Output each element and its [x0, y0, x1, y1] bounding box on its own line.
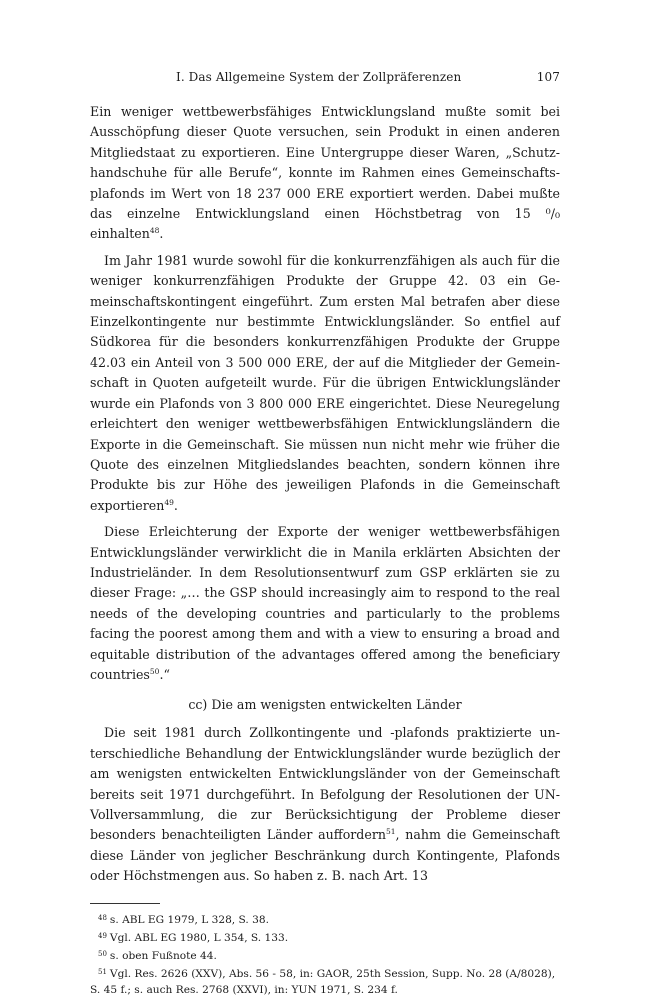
- paragraph-4-text: Die seit 1981 durch Zollkontingente und -plafonds praktizierte unterschiedliche Behandlung der Entwicklungsländer wurde bezüglich der am wenigsten entwickelten Entwicklungsländer von der Gemeinschaft bereits seit 1971 durchgeführt. In Befolgung der Resolutionen der UN-Vollversammlung, die zur Berücksichtigung der Probleme dieser besonders benachteiligten Länder auffordern: [90, 725, 560, 843]
- footnotes: [90, 910, 560, 998]
- book-page: [90, 70, 560, 998]
- footnote-ref-50: 50: [149, 666, 160, 676]
- paragraph-2-text: Im Jahr 1981 wurde sowohl für die konkurrenzfähigen als auch für die weniger konkurrenzfähigen Produkte der Gruppe 42. 03 ein Gemeinschaftskontingent eingeführt. Zum ersten Mal betrafen aber diese Einzelkontingente nur bestimmte Entwicklungsländer. So entfiel auf Südkorea für die besonders konkurrenzfähigen Produkte der Gruppe 42.03 ein Anteil von 3 500 000 ERE, der auf die Mitglieder der Gemeinschaft in Quoten aufgeteilt wurde. Für die übrigen Entwicklungsländer wurde ein Plafonds von 3 800 000 ERE eingerichtet. Diese Neuregelung erleichtert den weniger wettbewerbsfähigen Entwicklungsländern die Exporte in die Gemeinschaft. Sie müssen nun nicht mehr wie früher die Quote des einzelnen Mitgliedslandes beachten, sondern können ihre Produkte bis zur Höhe des jeweiligen Plafonds in die Gemeinschaft exportieren: [90, 252, 560, 513]
- paragraph-2-end: .: [173, 497, 178, 513]
- paragraph-3-end: .“: [159, 666, 170, 682]
- footnote-divider: [90, 903, 160, 904]
- footnote-ref-48: 48: [149, 226, 160, 236]
- paragraph-1: [90, 102, 560, 245]
- running-header-title: I. Das Allgemeine System der Zollpräferenzen: [176, 70, 462, 84]
- paragraph-4-end: , nahm die Gemeinschaft diese Länder von jeglicher Beschränkung durch Kontingente, Plafonds oder Höchstmengen aus. So haben z. B. nach Art. 13: [90, 827, 560, 884]
- footnote-text: s. ABL EG 1979, L 328, S. 38.: [109, 913, 270, 926]
- body-text: [90, 102, 560, 887]
- footnote-49: [90, 928, 560, 946]
- page-number: 107: [536, 70, 560, 84]
- paragraph-1-end: .: [159, 226, 164, 242]
- paragraph-4: [90, 723, 560, 886]
- section-subheading: cc) Die am wenigsten entwickelten Länder: [188, 697, 462, 713]
- paragraph-3: [90, 522, 560, 685]
- footnote-mark: 48: [98, 913, 107, 922]
- footnote-text: Vgl. ABL EG 1980, L 354, S. 133.: [109, 931, 289, 944]
- paragraph-3-text: Diese Erleichterung der Exporte der weniger wettbewerbsfähigen Entwicklungsländer verwirklicht die in Manila erklärten Absichten der Industrieländer. In dem Resolutionsentwurf zum GSP erklärten sie zu dieser Frage: „… the GSP should increasingly aim to respond to the real needs of the developing countries and particularly to the problems facing the poorest among them and with a view to ensuring a broad and equitable distribution of the advantages offered among the beneficiary countries: [90, 524, 560, 682]
- footnote-ref-49: 49: [164, 497, 174, 507]
- footnote-mark: 49: [98, 931, 107, 940]
- footnote-50: [90, 946, 560, 964]
- footnote-mark: 51: [98, 967, 107, 976]
- footnote-ref-51: 51: [385, 827, 396, 837]
- paragraph-1-text: Ein weniger wettbewerbsfähiges Entwicklungsland mußte somit bei Ausschöpfung dieser Quote versuchen, sein Produkt in einen anderen Mitgliedstaat zu exportieren. Eine Untergruppe dieser Waren, „Schutzhandschuhe für alle Berufe“, konnte im Rahmen eines Gemeinschaftsplafonds im Wert von 18 237 000 ERE exportiert werden. Dabei mußte das einzelne Entwicklungsland einen Höchstbetrag von 15 ⁰/₀ einhalten: [90, 104, 560, 242]
- footnote-48: [90, 910, 560, 928]
- footnote-text: Vgl. Res. 2626 (XXV), Abs. 56 - 58, in: GAOR, 25th Session, Supp. No. 28 (A/8028), S. 45 f.; s. auch Res. 2768 (XXVI), in: YUN 1971, S. 234 f.: [90, 967, 556, 996]
- paragraph-2: [90, 251, 560, 516]
- running-header: [90, 70, 560, 90]
- footnote-51: [90, 964, 560, 998]
- footnote-mark: 50: [98, 949, 107, 958]
- footnote-text: s. oben Fußnote 44.: [109, 949, 217, 962]
